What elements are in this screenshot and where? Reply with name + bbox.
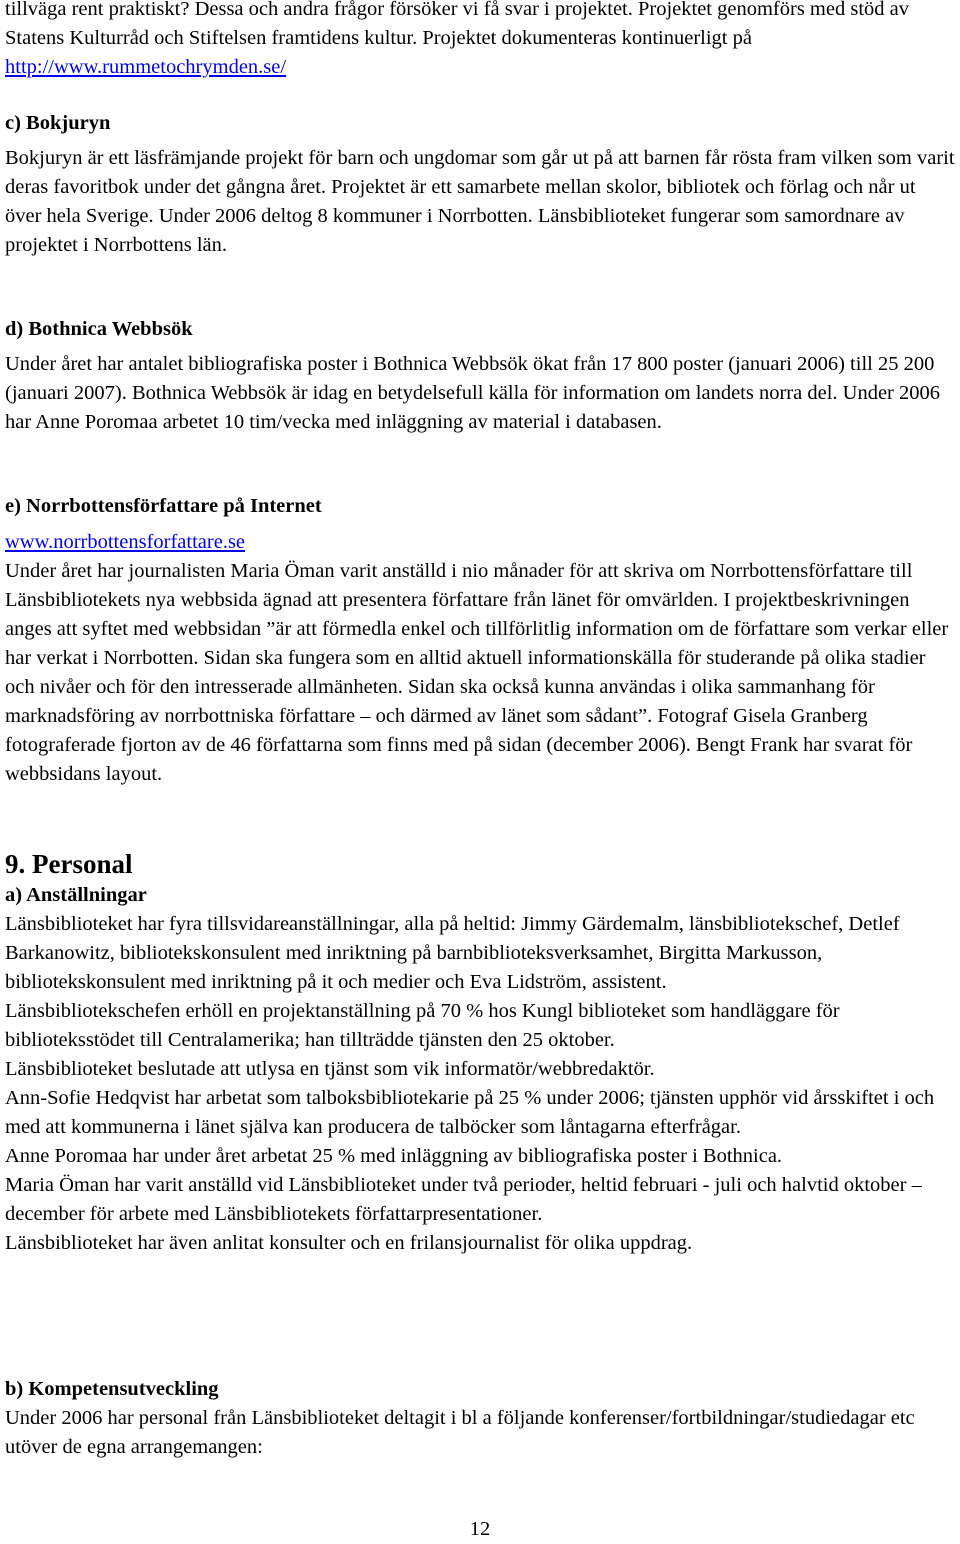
kompetens-paragraph: Under 2006 har personal från Länsbiblioteket deltagit i bl a följande konferenser/fortbildningar/studiedagar etc utöver de egna arrangemangen: — [5, 1407, 915, 1458]
intro-text: tillväga rent praktiskt? Dessa och andra frågor försöker vi få svar i projektet. Projektet genomförs med stöd av Statens Kulturråd och Stiftelsen framtidens kultur. Projektet dokumenteras kontinuerligt på — [5, 0, 909, 49]
forfattare-heading: e) Norrbottensförfattare på Internet — [5, 495, 322, 517]
anstallningar-paragraph: Länsbiblioteket har även anlitat konsulter och en frilansjournalist för olika uppdrag. — [5, 1232, 693, 1254]
personal-section-heading: 9. Personal — [5, 849, 133, 879]
forfattare-paragraph: Under året har journalisten Maria Öman varit anställd i nio månader för att skriva om Norrbottensförfattare till Länsbibliotekets nya webbsida ägnad att presentera författare från länet för omvärlden. I projektbeskrivningen anges att syftet med webbsidan ”är att förmedla enkel och tillförlitlig information om de författare som verkar eller har verkat i Norrbotten. Sidan ska fungera som en alltid aktuell informationskälla för studerande på olika stadier och nivåer och för den intresserade allmänheten. Sidan ska också kunna användas i olika sammanhang för marknadsföring av norrbottniska författare – och därmed av länet som sådant”. Fotograf Gisela Granberg fotograferade fjorton av de 46 författarna som finns med på sidan (december 2006). Bengt Frank har svarat för webbsidans layout. — [5, 560, 949, 785]
anstallningar-paragraph: Länsbiblioteket har fyra tillsvidareanställningar, alla på heltid: Jimmy Gärdemalm, länsbibliotekschef, Detlef Barkanowitz, bibliotekskonsulent med inriktning på barnbiblioteksverksamhet, Birgitta Markusson, bibliotekskonsulent med inriktning på it och medier och Eva Lidström, assistent. — [5, 913, 900, 993]
bothnica-heading: d) Bothnica Webbsök — [5, 318, 193, 340]
page-number: 12 — [469, 1518, 491, 1540]
norrbottensforfattare-link[interactable]: www.norrbottensforfattare.se — [5, 531, 246, 553]
bokjuryn-paragraph: Bokjuryn är ett läsfrämjande projekt för barn och ungdomar som går ut på att barnen får rösta fram vilken som varit deras favoritbok under det gångna året. Projektet är ett samarbete mellan skolor, bibliotek och förlag och når ut över hela Sverige. Under 2006 deltog 8 kommuner i Norrbotten. Länsbiblioteket fungerar som samordnare av projektet i Norrbottens län. — [5, 147, 955, 256]
anstallningar-body — [5, 910, 957, 1258]
kompetens-heading: b) Kompetensutveckling — [5, 1378, 219, 1400]
bothnica-paragraph: Under året har antalet bibliografiska poster i Bothnica Webbsök ökat från 17 800 poster (januari 2006) till 25 200 (januari 2007). Bothnica Webbsök är idag en betydelsefull källa för information om landets norra del. Under 2006 har Anne Poromaa arbetet 10 tim/vecka med inläggning av material i databasen. — [5, 353, 941, 433]
anstallningar-heading: a) Anställningar — [5, 884, 147, 906]
intro-paragraph — [5, 0, 957, 82]
anstallningar-paragraph: Länsbiblioteket beslutade att utlysa en tjänst som vik informatör/webbredaktör. — [5, 1058, 655, 1080]
rummet-och-rymden-link[interactable]: http://www.rummetochrymden.se/ — [5, 56, 287, 78]
anstallningar-paragraph: Maria Öman har varit anställd vid Länsbiblioteket under två perioder, heltid februari - juli och halvtid oktober – december för arbete med Länsbibliotekets författarpresentationer. — [5, 1174, 922, 1225]
bokjuryn-heading: c) Bokjuryn — [5, 112, 111, 134]
anstallningar-paragraph: Anne Poromaa har under året arbetat 25 % med inläggning av bibliografiska poster i Bothnica. — [5, 1145, 783, 1167]
anstallningar-paragraph: Ann-Sofie Hedqvist har arbetat som talboksbibliotekarie på 25 % under 2006; tjänsten upphör vid årsskiftet i och med att kommunerna i länet själva kan producera de talböcker som låntagarna efterfrågar. — [5, 1087, 935, 1138]
anstallningar-paragraph: Länsbibliotekschefen erhöll en projektanställning på 70 % hos Kungl biblioteket som handläggare för biblioteksstödet till Centralamerika; han tillträdde tjänsten den 25 oktober. — [5, 1000, 840, 1051]
